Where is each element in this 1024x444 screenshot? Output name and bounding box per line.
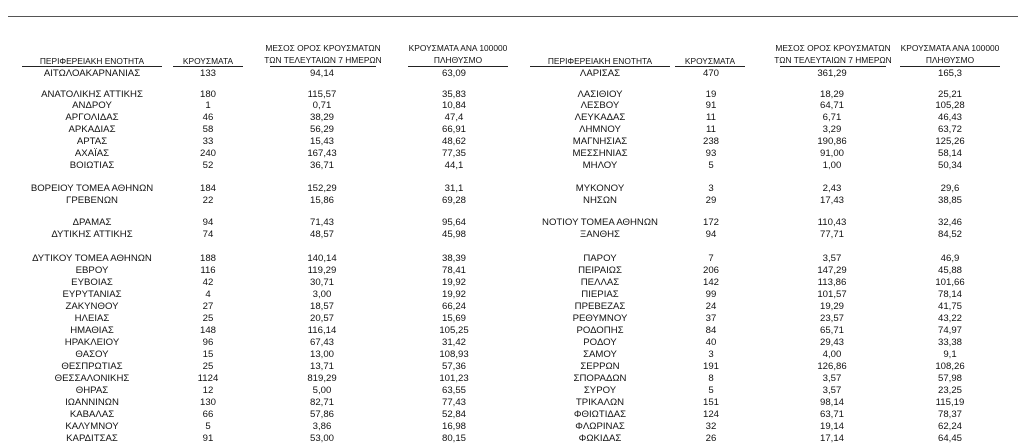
cell-avg7: 2,43 [822, 183, 842, 194]
cell-region: ΠΙΕΡΙΑΣ [581, 289, 619, 300]
cell-per100k: 84,52 [937, 229, 962, 240]
cell-cases: 19 [705, 89, 717, 100]
cell-cases: 96 [202, 337, 214, 348]
cell-per100k: 63,09 [441, 68, 466, 79]
cell-avg7: 36,71 [309, 160, 334, 171]
cell-per100k: 41,75 [937, 301, 962, 312]
cell-cases: 116 [200, 265, 216, 276]
cell-cases: 15 [202, 349, 214, 360]
cell-per100k: 38,85 [937, 195, 962, 206]
cell-per100k: 23,25 [937, 385, 962, 396]
cell-region: ΙΩΑΝΝΙΝΩΝ [65, 397, 119, 408]
cell-cases: 124 [702, 409, 719, 420]
cell-per100k: 62,24 [937, 421, 962, 432]
cell-region: ΛΗΜΝΟΥ [579, 124, 621, 135]
cell-region: ΑΝΑΤΟΛΙΚΗΣ ΑΤΤΙΚΗΣ [41, 89, 143, 100]
header-underline [270, 66, 376, 67]
header-region-left: ΠΕΡΙΦΕΡΕΙΑΚΗ ΕΝΟΤΗΤΑ [39, 56, 145, 66]
cell-region: ΔΡΑΜΑΣ [72, 217, 112, 228]
cell-cases: 172 [702, 217, 719, 228]
cell-avg7: 82,71 [309, 397, 334, 408]
cell-region: ΖΑΚΥΝΘΟΥ [65, 301, 119, 312]
cell-region: ΣΠΟΡΑΔΩΝ [573, 373, 627, 384]
cell-per100k: 101,66 [935, 277, 965, 288]
cell-per100k: 35,83 [441, 89, 466, 100]
cell-region: ΑΝΔΡΟΥ [72, 100, 112, 111]
cell-region: ΝΟΤΙΟΥ ΤΟΜΕΑ ΑΘΗΝΩΝ [542, 217, 658, 228]
cell-avg7: 56,29 [309, 124, 334, 135]
cell-cases: 99 [705, 289, 717, 300]
cell-cases: 151 [702, 397, 719, 408]
cell-avg7: 819,29 [307, 373, 337, 384]
cell-cases: 66 [202, 409, 214, 420]
cell-per100k: 74,97 [937, 325, 962, 336]
cell-region: ΦΘΙΩΤΙΔΑΣ [573, 409, 627, 420]
cell-cases: 84 [705, 325, 717, 336]
cell-cases: 188 [199, 253, 216, 264]
cell-avg7: 98,14 [819, 397, 844, 408]
cell-cases: 5 [708, 385, 714, 396]
cell-region: ΑΡΚΑΔΙΑΣ [68, 124, 116, 135]
cell-avg7: 3,57 [822, 385, 842, 396]
cell-per100k: 57,98 [937, 373, 962, 384]
cell-region: ΜΥΚΟΝΟΥ [575, 183, 625, 194]
cell-per100k: 46,43 [937, 112, 962, 123]
cell-cases: 133 [199, 68, 216, 79]
cell-cases: 184 [199, 183, 216, 194]
cell-cases: 94 [202, 217, 214, 228]
cell-avg7: 15,43 [309, 136, 334, 147]
header-underline [22, 66, 162, 67]
cell-region: ΓΡΕΒΕΝΩΝ [66, 195, 118, 206]
cell-cases: 1124 [197, 373, 219, 384]
cell-region: ΗΡΑΚΛΕΙΟΥ [64, 337, 120, 348]
header-avg-right-2: ΤΩΝ ΤΕΛΕΥΤΑΙΩΝ 7 ΗΜΕΡΩΝ [774, 55, 892, 65]
cell-per100k: 78,37 [937, 409, 962, 420]
cell-region: ΛΑΣΙΘΙΟΥ [577, 89, 623, 100]
cell-per100k: 165,3 [937, 68, 962, 79]
cell-region: ΗΜΑΘΙΑΣ [70, 325, 114, 336]
cell-cases: 7 [708, 253, 714, 264]
cell-avg7: 13,00 [309, 349, 334, 360]
cell-avg7: 19,14 [819, 421, 844, 432]
cell-avg7: 6,71 [822, 112, 842, 123]
cell-region: ΜΗΛΟΥ [582, 160, 618, 171]
cell-per100k: 9,1 [943, 349, 957, 360]
cell-avg7: 53,00 [309, 433, 334, 444]
cell-avg7: 147,29 [817, 265, 847, 276]
cell-cases: 25 [202, 313, 214, 324]
cell-avg7: 17,43 [819, 195, 844, 206]
cell-avg7: 190,86 [817, 136, 847, 147]
cell-cases: 26 [705, 433, 717, 444]
cell-cases: 93 [705, 148, 717, 159]
header-underline [173, 66, 243, 67]
cell-per100k: 45,88 [937, 265, 962, 276]
cell-avg7: 94,14 [309, 68, 334, 79]
header-avg-left-2: ΤΩΝ ΤΕΛΕΥΤΑΙΩΝ 7 ΗΜΕΡΩΝ [264, 55, 382, 65]
cell-per100k: 101,23 [439, 373, 469, 384]
cell-region: ΔΥΤΙΚΗΣ ΑΤΤΙΚΗΣ [51, 229, 133, 240]
cell-region: ΘΕΣΣΑΛΟΝΙΚΗΣ [54, 373, 130, 384]
cell-avg7: 3,57 [822, 373, 842, 384]
cell-region: ΔΥΤΙΚΟΥ ΤΟΜΕΑ ΑΘΗΝΩΝ [32, 253, 152, 264]
cell-avg7: 71,43 [309, 217, 334, 228]
cell-per100k: 80,15 [441, 433, 466, 444]
header-underline [675, 66, 745, 67]
cell-per100k: 31,42 [441, 337, 466, 348]
cell-per100k: 57,36 [441, 361, 466, 372]
cell-region: ΘΑΣΟΥ [75, 349, 109, 360]
cell-cases: 206 [702, 265, 719, 276]
cell-per100k: 19,92 [441, 289, 466, 300]
cell-region: ΡΟΔΟΥ [583, 337, 617, 348]
cell-region: ΤΡΙΚΑΛΩΝ [575, 397, 625, 408]
cell-cases: 3 [708, 349, 714, 360]
cell-per100k: 66,24 [441, 301, 466, 312]
cell-cases: 22 [202, 195, 214, 206]
cell-avg7: 4,00 [822, 349, 842, 360]
cell-per100k: 43,22 [937, 313, 962, 324]
header-cases-right: ΚΡΟΥΣΜΑΤΑ [684, 56, 736, 66]
cell-per100k: 10,84 [441, 100, 466, 111]
cell-cases: 148 [199, 325, 216, 336]
cell-region: ΛΑΡΙΣΑΣ [579, 68, 621, 79]
cell-region: ΑΧΑΪΑΣ [74, 148, 110, 159]
cell-per100k: 16,98 [441, 421, 466, 432]
cell-avg7: 18,29 [819, 89, 844, 100]
cell-region: ΞΑΝΘΗΣ [580, 229, 620, 240]
cell-region: ΒΟΙΩΤΙΑΣ [69, 160, 115, 171]
cell-avg7: 3,00 [312, 289, 332, 300]
header-underline [780, 66, 886, 67]
cell-per100k: 29,6 [940, 183, 960, 194]
cell-per100k: 69,28 [441, 195, 466, 206]
header-cases-left: ΚΡΟΥΣΜΑΤΑ [182, 56, 234, 66]
cell-region: ΜΕΣΣΗΝΙΑΣ [572, 148, 628, 159]
cell-per100k: 105,25 [439, 325, 469, 336]
cell-avg7: 18,57 [309, 301, 334, 312]
cell-region: ΡΟΔΟΠΗΣ [576, 325, 624, 336]
cell-per100k: 58,14 [937, 148, 962, 159]
cell-per100k: 32,46 [937, 217, 962, 228]
cell-avg7: 19,29 [819, 301, 844, 312]
cell-per100k: 44,1 [444, 160, 464, 171]
cell-region: ΦΛΩΡΙΝΑΣ [575, 421, 625, 432]
cell-avg7: 119,29 [307, 265, 337, 276]
cell-per100k: 95,64 [441, 217, 466, 228]
cell-per100k: 105,28 [935, 100, 965, 111]
cell-region: ΘΗΡΑΣ [75, 385, 109, 396]
cell-avg7: 3,57 [822, 253, 842, 264]
cell-avg7: 152,29 [307, 183, 337, 194]
cell-region: ΣΥΡΟΥ [583, 385, 617, 396]
cell-per100k: 15,69 [441, 313, 466, 324]
header-avg-left-1: ΜΕΣΟΣ ΟΡΟΣ ΚΡΟΥΣΜΑΤΩΝ [265, 43, 381, 53]
cell-avg7: 29,43 [819, 337, 844, 348]
cell-per100k: 50,34 [937, 160, 962, 171]
top-divider [8, 16, 1018, 17]
cell-avg7: 167,43 [307, 148, 337, 159]
cell-avg7: 115,57 [307, 89, 337, 100]
cell-per100k: 63,55 [441, 385, 466, 396]
cell-cases: 130 [199, 397, 216, 408]
cell-cases: 5 [708, 160, 714, 171]
cell-avg7: 63,71 [819, 409, 844, 420]
cell-per100k: 108,26 [935, 361, 965, 372]
cell-cases: 27 [202, 301, 214, 312]
cell-region: ΘΕΣΠΡΩΤΙΑΣ [61, 361, 123, 372]
header-region-right: ΠΕΡΙΦΕΡΕΙΑΚΗ ΕΝΟΤΗΤΑ [547, 56, 653, 66]
header-per-right-1: ΚΡΟΥΣΜΑΤΑ ΑΝΑ 100000 [900, 43, 1000, 53]
cell-avg7: 91,00 [819, 148, 844, 159]
cell-cases: 91 [705, 100, 717, 111]
cell-per100k: 77,43 [441, 397, 466, 408]
cell-cases: 142 [702, 277, 719, 288]
header-per-right-2: ΠΛΗΘΥΣΜΟ [925, 55, 975, 65]
cell-avg7: 23,57 [819, 313, 844, 324]
cell-cases: 8 [708, 373, 714, 384]
cell-cases: 12 [202, 385, 214, 396]
cell-region: ΑΙΤΩΛΟΑΚΑΡΝΑΝΙΑΣ [43, 68, 141, 79]
cell-cases: 4 [205, 289, 211, 300]
cell-cases: 240 [199, 148, 216, 159]
cell-cases: 40 [705, 337, 717, 348]
cell-avg7: 20,57 [309, 313, 334, 324]
cell-region: ΠΕΛΛΑΣ [580, 277, 620, 288]
cell-cases: 24 [705, 301, 717, 312]
header-underline [530, 66, 670, 67]
cell-region: ΠΡΕΒΕΖΑΣ [574, 301, 626, 312]
cell-cases: 91 [202, 433, 214, 444]
cell-region: ΑΡΓΟΛΙΔΑΣ [65, 112, 119, 123]
cell-region: ΛΕΣΒΟΥ [580, 100, 620, 111]
cell-region: ΕΥΡΥΤΑΝΙΑΣ [62, 289, 122, 300]
cell-region: ΠΑΡΟΥ [583, 253, 617, 264]
cell-region: ΝΗΣΩΝ [583, 195, 617, 206]
cell-per100k: 66,91 [441, 124, 466, 135]
cell-avg7: 140,14 [307, 253, 337, 264]
cell-avg7: 57,86 [309, 409, 334, 420]
cell-avg7: 15,86 [309, 195, 334, 206]
cell-avg7: 64,71 [819, 100, 844, 111]
header-underline [900, 66, 1000, 67]
cell-per100k: 78,14 [937, 289, 962, 300]
cell-avg7: 116,14 [307, 325, 337, 336]
cell-cases: 191 [702, 361, 719, 372]
cell-region: ΑΡΤΑΣ [76, 136, 108, 147]
header-underline [408, 66, 508, 67]
cell-avg7: 3,86 [312, 421, 332, 432]
cell-avg7: 77,71 [819, 229, 844, 240]
cell-region: ΡΕΘΥΜΝΟΥ [572, 313, 628, 324]
cell-per100k: 78,41 [441, 265, 466, 276]
cell-cases: 5 [205, 421, 211, 432]
cell-per100k: 52,84 [441, 409, 466, 420]
cell-avg7: 17,14 [819, 433, 844, 444]
header-avg-right-1: ΜΕΣΟΣ ΟΡΟΣ ΚΡΟΥΣΜΑΤΩΝ [775, 43, 891, 53]
cell-avg7: 361,29 [817, 68, 847, 79]
cell-cases: 74 [202, 229, 214, 240]
cell-region: ΕΒΡΟΥ [75, 265, 109, 276]
cell-avg7: 1,00 [822, 160, 842, 171]
cell-region: ΚΑΛΥΜΝΟΥ [65, 421, 119, 432]
cell-per100k: 25,21 [937, 89, 962, 100]
cell-avg7: 30,71 [309, 277, 334, 288]
cell-avg7: 67,43 [309, 337, 334, 348]
cell-per100k: 31,1 [444, 183, 464, 194]
cell-per100k: 77,35 [441, 148, 466, 159]
cell-region: ΕΥΒΟΙΑΣ [71, 277, 113, 288]
cell-avg7: 3,29 [822, 124, 842, 135]
cell-per100k: 125,26 [935, 136, 965, 147]
cell-cases: 11 [706, 112, 716, 123]
cell-avg7: 5,00 [312, 385, 332, 396]
cell-region: ΣΑΜΟΥ [583, 349, 617, 360]
cell-avg7: 65,71 [819, 325, 844, 336]
cell-per100k: 63,72 [937, 124, 962, 135]
cell-avg7: 0,71 [312, 100, 332, 111]
header-per-left-1: ΚΡΟΥΣΜΑΤΑ ΑΝΑ 100000 [408, 43, 508, 53]
cell-cases: 94 [705, 229, 717, 240]
cell-region: ΣΕΡΡΩΝ [580, 361, 620, 372]
cell-per100k: 108,93 [439, 349, 469, 360]
cell-cases: 470 [702, 68, 719, 79]
cell-cases: 1 [205, 100, 211, 111]
cell-cases: 3 [708, 183, 714, 194]
cell-avg7: 38,29 [309, 112, 334, 123]
cell-cases: 180 [199, 89, 216, 100]
cell-region: ΠΕΙΡΑΙΩΣ [578, 265, 622, 276]
cell-per100k: 115,19 [935, 397, 965, 408]
cell-cases: 238 [702, 136, 719, 147]
cell-avg7: 101,57 [817, 289, 847, 300]
cell-region: ΚΑΒΑΛΑΣ [69, 409, 115, 420]
cell-per100k: 38,39 [441, 253, 466, 264]
cell-cases: 37 [705, 313, 717, 324]
cell-cases: 25 [202, 361, 214, 372]
cell-cases: 33 [202, 136, 214, 147]
cell-avg7: 13,71 [309, 361, 334, 372]
cell-region: ΦΩΚΙΔΑΣ [578, 433, 622, 444]
cell-per100k: 48,62 [441, 136, 466, 147]
cell-per100k: 47,4 [444, 112, 464, 123]
cell-per100k: 33,38 [937, 337, 962, 348]
cell-cases: 11 [706, 124, 716, 135]
cell-avg7: 126,86 [817, 361, 847, 372]
cell-region: ΚΑΡΔΙΤΣΑΣ [66, 433, 118, 444]
cell-per100k: 45,98 [441, 229, 466, 240]
cell-cases: 46 [202, 112, 214, 123]
cell-region: ΛΕΥΚΑΔΑΣ [574, 112, 626, 123]
cell-per100k: 19,92 [441, 277, 466, 288]
cell-region: ΗΛΕΙΑΣ [74, 313, 110, 324]
cell-cases: 58 [202, 124, 214, 135]
cell-region: ΜΑΓΝΗΣΙΑΣ [572, 136, 628, 147]
cell-per100k: 64,45 [937, 433, 962, 444]
cell-avg7: 113,86 [817, 277, 847, 288]
cell-cases: 29 [705, 195, 717, 206]
cell-cases: 32 [705, 421, 717, 432]
cell-cases: 52 [202, 160, 214, 171]
cell-avg7: 48,57 [309, 229, 334, 240]
cell-region: ΒΟΡΕΙΟΥ ΤΟΜΕΑ ΑΘΗΝΩΝ [30, 183, 154, 194]
header-per-left-2: ΠΛΗΘΥΣΜΟ [433, 55, 483, 65]
cell-per100k: 46,9 [940, 253, 960, 264]
cell-cases: 42 [202, 277, 214, 288]
cell-avg7: 110,43 [817, 217, 847, 228]
